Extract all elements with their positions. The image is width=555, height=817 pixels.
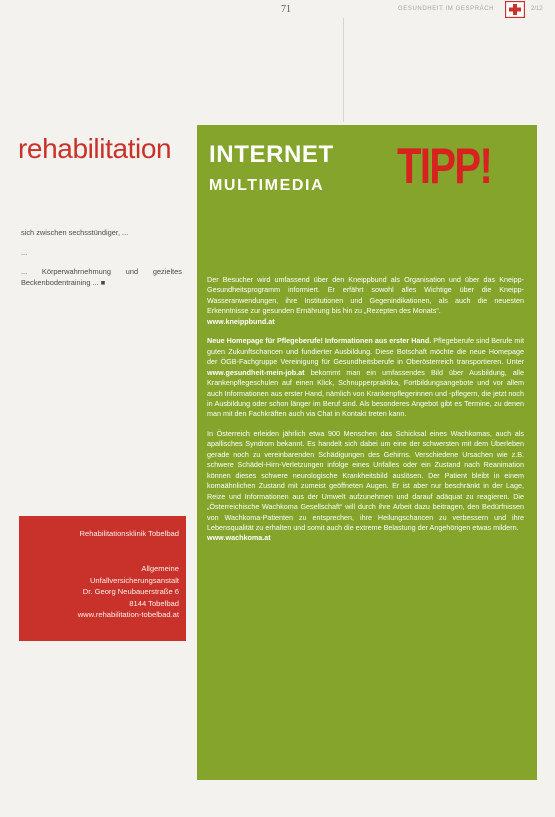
- section-title: rehabilitation: [18, 133, 172, 164]
- magazine-title: GESUNDHEIT IM GESPRÄCH: [398, 6, 495, 12]
- rehab-paragraph: ... Körperwahrnehmung und gezieltes Beckenbodentraining ... ■: [21, 267, 182, 288]
- link-gesundheit-mein-job[interactable]: www.gesundheit-mein-job.at: [207, 367, 305, 377]
- column-divider: [343, 18, 344, 122]
- rehab-article: [21, 228, 182, 298]
- tip-heading: INTERNET: [209, 141, 334, 168]
- contact-title: Rehabilitationsklinik Tobelbad: [79, 529, 179, 538]
- tip-text: Pflegeberufe sind Berufe mit guten Zukunftschancen und fundierter Ausbildung. Diese Botschaft möchte die neue Homepage der ÖGB-Fachgruppe Vereinigung für Gesundheitsberufe in Oberösterreich transportieren. Unter: [207, 336, 525, 367]
- contact-line: Dr. Georg Neubauerstraße 6: [82, 587, 179, 596]
- link-kneippbund[interactable]: www.kneippbund.at: [207, 316, 275, 326]
- tip-lead: Neue Homepage für Pflegeberufe! Informationen aus erster Hand.: [207, 336, 432, 346]
- tip-paragraph-pflege: [207, 336, 524, 420]
- internet-tip-box: [197, 125, 537, 780]
- page-header: [0, 0, 555, 20]
- tipp-badge: TIPP!: [397, 138, 492, 194]
- link-wachkoma[interactable]: www.wachkoma.at: [207, 533, 271, 543]
- page-number: 71: [281, 4, 291, 15]
- tip-body: [207, 275, 524, 553]
- tip-paragraph-wachkoma: [207, 429, 524, 544]
- contact-line: Unfallversicherungsanstalt: [89, 575, 179, 585]
- tip-text: Der Besucher wird umfassend über den Kneippbund als Organisation und über das Kneipp-Gesundheitsprogramm informiert. Er erfährt sowohl alles Wichtige über die Kneipp-Wasseranwendungen, ihre Institutionen und Gegenindikationen, als auch die neuesten Erkenntnisse zur gesunden Ernährung bis hin zu „Rezepten des Monats“.: [207, 275, 524, 316]
- tip-text: bekommt man ein umfassendes Bild über Ausbildung, alle Krankenpflegeschulen auf einen Klick, Schnupperpraktika, Fortbildungsangebote und vor allem auch Informationen aus erster Hand, nämlich von Krankenpflegerinnen und -pflegern, die jetzt noch in Ausbildung oder schon länger im Beruf sind. Als besonderes Angebot gibt es Termine, zu denen man mit den Fachkräften auch via Chat in Kontakt treten kann.: [207, 367, 524, 419]
- contact-address: [78, 563, 179, 621]
- rehab-paragraph: ...: [21, 247, 28, 257]
- tip-text: In Österreich erleiden jährlich etwa 900 Menschen das Schicksal eines Wachkomas, auch als apallisches Syndrom bekannt. Es handelt sich dabei um eine der schwersten mit dem Überleben gerade noch zu vereinbarenden Schädigungen des Gehirns. Verschiedene Ursachen wie z.B. schwere Schädel-Hirn-Verletzungen infolge eines Unfalles oder ein Zustand nach Reanimation können dieses schwere neurologische Krankheitsbild auslösen. Der Patient bleibt in einem komaähnlichen Zustand mit zumeist geöffneten Augen. Er ist aber nur beschränkt in der Lage, Reize und Informationen aus der Umwelt aufzunehmen und darauf adäquat zu reagieren. Die „Österreichische Wachkoma Gesellschaft“ will durch ihre Arbeit dazu beitragen, den Bedürfnissen von Wachkoma-Patienten zu entsprechen, ihre Heilungschancen zu verbessern und ihre Lebensqualität zu erhalten und somit auch die extreme Belastung der Angehörigen etwas mildern.: [207, 428, 524, 532]
- cross-square-logo-icon: [505, 1, 525, 18]
- contact-line: 8144 Tobelbad: [129, 598, 179, 608]
- rehab-paragraph: sich zwischen sechsstündiger, ...: [21, 228, 129, 237]
- contact-url[interactable]: www.rehabilitation-tobelbad.at: [77, 610, 179, 619]
- tip-paragraph-kneipp: [207, 275, 524, 327]
- contact-box: [19, 516, 186, 641]
- contact-line: Allgemeine: [141, 564, 179, 573]
- issue-number: 2/12: [531, 6, 543, 12]
- tip-subheading: MULTIMEDIA: [209, 177, 325, 194]
